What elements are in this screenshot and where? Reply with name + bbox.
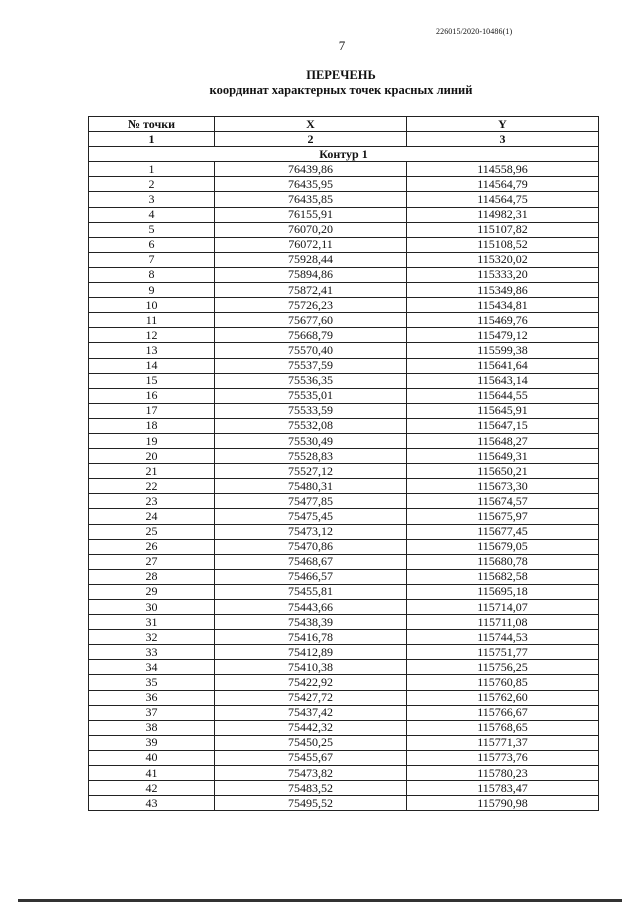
header-y: Y [407,117,599,132]
y-coordinate-cell: 115773,76 [407,750,599,765]
x-coordinate-cell: 75473,82 [215,766,407,781]
point-number-cell: 7 [89,252,215,267]
x-coordinate-cell: 76439,86 [215,162,407,177]
y-coordinate-cell: 115751,77 [407,645,599,660]
table-row [89,162,599,177]
table-row [89,720,599,735]
point-number-cell: 36 [89,690,215,705]
y-coordinate-cell: 115756,25 [407,660,599,675]
y-coordinate-cell: 114558,96 [407,162,599,177]
x-coordinate-cell: 76072,11 [215,237,407,252]
x-coordinate-cell: 75455,67 [215,750,407,765]
document-id: 226015/2020-10486(1) [436,27,513,36]
x-coordinate-cell: 75443,66 [215,600,407,615]
y-coordinate-cell: 115766,67 [407,705,599,720]
point-number-cell: 21 [89,464,215,479]
point-number-cell: 3 [89,192,215,207]
table-row [89,660,599,675]
x-coordinate-cell: 75427,72 [215,690,407,705]
column-number-2: 2 [215,132,407,147]
y-coordinate-cell: 115695,18 [407,584,599,599]
table-row [89,449,599,464]
x-coordinate-cell: 76435,95 [215,177,407,192]
point-number-cell: 37 [89,705,215,720]
point-number-cell: 20 [89,449,215,464]
point-number-cell: 23 [89,494,215,509]
x-coordinate-cell: 75422,92 [215,675,407,690]
x-coordinate-cell: 75533,59 [215,403,407,418]
column-number-3: 3 [407,132,599,147]
x-coordinate-cell: 75570,40 [215,343,407,358]
bottom-scan-rule [18,899,622,902]
point-number-cell: 14 [89,358,215,373]
x-coordinate-cell: 75475,45 [215,509,407,524]
table-row [89,509,599,524]
y-coordinate-cell: 115780,23 [407,766,599,781]
x-coordinate-cell: 75668,79 [215,328,407,343]
column-number-row [89,132,599,147]
y-coordinate-cell: 115711,08 [407,615,599,630]
x-coordinate-cell: 75473,12 [215,524,407,539]
table-row [89,418,599,433]
table-row [89,630,599,645]
x-coordinate-cell: 75438,39 [215,615,407,630]
point-number-cell: 39 [89,735,215,750]
header-point-number: № точки [89,117,215,132]
point-number-cell: 5 [89,222,215,237]
y-coordinate-cell: 114982,31 [407,207,599,222]
y-coordinate-cell: 114564,75 [407,192,599,207]
x-coordinate-cell: 75442,32 [215,720,407,735]
point-number-cell: 41 [89,766,215,781]
header-x: X [215,117,407,132]
table-row [89,433,599,448]
point-number-cell: 33 [89,645,215,660]
table-row [89,584,599,599]
point-number-cell: 13 [89,343,215,358]
point-number-cell: 12 [89,328,215,343]
x-coordinate-cell: 75537,59 [215,358,407,373]
y-coordinate-cell: 115783,47 [407,781,599,796]
y-coordinate-cell: 115680,78 [407,554,599,569]
point-number-cell: 30 [89,600,215,615]
x-coordinate-cell: 75872,41 [215,283,407,298]
y-coordinate-cell: 115760,85 [407,675,599,690]
point-number-cell: 8 [89,267,215,282]
x-coordinate-cell: 75495,52 [215,796,407,811]
table-row [89,237,599,252]
y-coordinate-cell: 115333,20 [407,267,599,282]
table-row [89,645,599,660]
x-coordinate-cell: 76435,85 [215,192,407,207]
y-coordinate-cell: 115771,37 [407,735,599,750]
contour-label: Контур 1 [89,147,599,162]
point-number-cell: 34 [89,660,215,675]
point-number-cell: 35 [89,675,215,690]
point-number-cell: 15 [89,373,215,388]
point-number-cell: 6 [89,237,215,252]
table-row [89,388,599,403]
x-coordinate-cell: 75477,85 [215,494,407,509]
point-number-cell: 28 [89,569,215,584]
column-number-1: 1 [89,132,215,147]
y-coordinate-cell: 115648,27 [407,433,599,448]
x-coordinate-cell: 75483,52 [215,781,407,796]
y-coordinate-cell: 115599,38 [407,343,599,358]
x-coordinate-cell: 75677,60 [215,313,407,328]
x-coordinate-cell: 75437,42 [215,705,407,720]
y-coordinate-cell: 115674,57 [407,494,599,509]
point-number-cell: 40 [89,750,215,765]
point-number-cell: 18 [89,418,215,433]
y-coordinate-cell: 115649,31 [407,449,599,464]
table-row [89,569,599,584]
y-coordinate-cell: 115479,12 [407,328,599,343]
point-number-cell: 22 [89,479,215,494]
y-coordinate-cell: 115469,76 [407,313,599,328]
table-row [89,494,599,509]
x-coordinate-cell: 75480,31 [215,479,407,494]
x-coordinate-cell: 75468,67 [215,554,407,569]
point-number-cell: 26 [89,539,215,554]
point-number-cell: 24 [89,509,215,524]
y-coordinate-cell: 115644,55 [407,388,599,403]
table-row [89,207,599,222]
y-coordinate-cell: 115679,05 [407,539,599,554]
y-coordinate-cell: 114564,79 [407,177,599,192]
point-number-cell: 32 [89,630,215,645]
point-number-cell: 27 [89,554,215,569]
table-row [89,177,599,192]
y-coordinate-cell: 115682,58 [407,569,599,584]
table-row [89,750,599,765]
contour-row [89,147,599,162]
x-coordinate-cell: 75532,08 [215,418,407,433]
table-row [89,252,599,267]
x-coordinate-cell: 75416,78 [215,630,407,645]
y-coordinate-cell: 115641,64 [407,358,599,373]
y-coordinate-cell: 115790,98 [407,796,599,811]
x-coordinate-cell: 75470,86 [215,539,407,554]
table-row [89,690,599,705]
x-coordinate-cell: 75928,44 [215,252,407,267]
x-coordinate-cell: 75410,38 [215,660,407,675]
point-number-cell: 38 [89,720,215,735]
x-coordinate-cell: 76155,91 [215,207,407,222]
table-row [89,615,599,630]
x-coordinate-cell: 76070,20 [215,222,407,237]
table-row [89,735,599,750]
table-row [89,464,599,479]
x-coordinate-cell: 75894,86 [215,267,407,282]
x-coordinate-cell: 75527,12 [215,464,407,479]
table-row [89,358,599,373]
table-row [89,796,599,811]
table-row [89,403,599,418]
point-number-cell: 17 [89,403,215,418]
x-coordinate-cell: 75536,35 [215,373,407,388]
point-number-cell: 16 [89,388,215,403]
table-row [89,283,599,298]
x-coordinate-cell: 75528,83 [215,449,407,464]
table-row [89,192,599,207]
y-coordinate-cell: 115677,45 [407,524,599,539]
table-row [89,524,599,539]
point-number-cell: 25 [89,524,215,539]
y-coordinate-cell: 115645,91 [407,403,599,418]
x-coordinate-cell: 75726,23 [215,298,407,313]
y-coordinate-cell: 115108,52 [407,237,599,252]
point-number-cell: 9 [89,283,215,298]
point-number-cell: 2 [89,177,215,192]
table-row [89,781,599,796]
point-number-cell: 29 [89,584,215,599]
table-row [89,222,599,237]
table-row [89,766,599,781]
y-coordinate-cell: 115349,86 [407,283,599,298]
point-number-cell: 31 [89,615,215,630]
table-row [89,554,599,569]
header-row [89,117,599,132]
page-number: 7 [338,38,346,53]
y-coordinate-cell: 115434,81 [407,298,599,313]
table-row [89,267,599,282]
y-coordinate-cell: 115768,65 [407,720,599,735]
table-row [89,343,599,358]
y-coordinate-cell: 115643,14 [407,373,599,388]
y-coordinate-cell: 115762,60 [407,690,599,705]
x-coordinate-cell: 75412,89 [215,645,407,660]
x-coordinate-cell: 75450,25 [215,735,407,750]
table-row [89,705,599,720]
point-number-cell: 11 [89,313,215,328]
y-coordinate-cell: 115673,30 [407,479,599,494]
x-coordinate-cell: 75455,81 [215,584,407,599]
y-coordinate-cell: 115650,21 [407,464,599,479]
y-coordinate-cell: 115675,97 [407,509,599,524]
y-coordinate-cell: 115744,53 [407,630,599,645]
y-coordinate-cell: 115714,07 [407,600,599,615]
point-number-cell: 43 [89,796,215,811]
table-row [89,328,599,343]
x-coordinate-cell: 75466,57 [215,569,407,584]
point-number-cell: 19 [89,433,215,448]
point-number-cell: 4 [89,207,215,222]
x-coordinate-cell: 75535,01 [215,388,407,403]
table-row [89,539,599,554]
table-row [89,600,599,615]
table-row [89,373,599,388]
table-row [89,313,599,328]
table-row [89,298,599,313]
point-number-cell: 10 [89,298,215,313]
point-number-cell: 1 [89,162,215,177]
y-coordinate-cell: 115647,15 [407,418,599,433]
point-number-cell: 42 [89,781,215,796]
x-coordinate-cell: 75530,49 [215,433,407,448]
document-subtitle: координат характерных точек красных линий [209,83,473,97]
table-row [89,675,599,690]
coordinates-table [88,116,599,811]
y-coordinate-cell: 115320,02 [407,252,599,267]
table-row [89,479,599,494]
document-title: ПЕРЕЧЕНЬ [306,68,376,82]
y-coordinate-cell: 115107,82 [407,222,599,237]
